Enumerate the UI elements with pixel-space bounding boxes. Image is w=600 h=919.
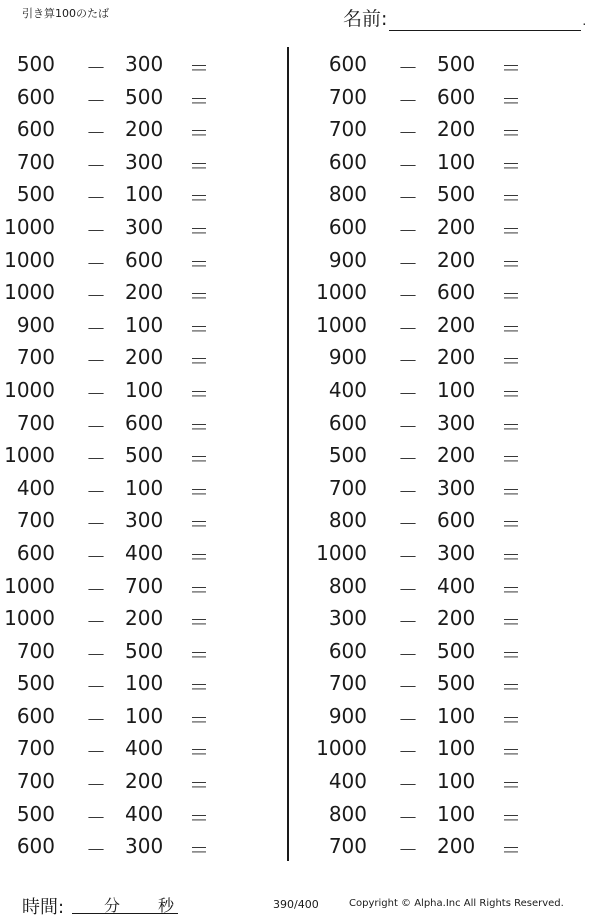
equals-sign: ＝ — [501, 153, 521, 178]
equals-sign: ＝ — [189, 707, 209, 732]
equals-sign: ＝ — [189, 838, 209, 863]
subtrahend: 300 — [125, 834, 164, 859]
problem-row — [0, 308, 280, 341]
equals-sign: ＝ — [501, 479, 521, 504]
equals-sign: ＝ — [189, 56, 209, 80]
minus-sign: － — [86, 251, 106, 276]
minus-sign: － — [398, 186, 418, 211]
equals-sign: ＝ — [501, 218, 521, 243]
subtrahend: 100 — [125, 671, 164, 696]
subtrahend: 200 — [437, 443, 476, 468]
equals-sign: ＝ — [501, 805, 521, 830]
minuend: 700 — [16, 508, 55, 533]
minuend: 300 — [328, 606, 367, 631]
minuend: 1000 — [4, 214, 55, 239]
minuend: 1000 — [4, 247, 55, 272]
minus-sign: － — [398, 740, 418, 765]
equals-sign: ＝ — [189, 414, 209, 439]
minuend: 700 — [328, 671, 367, 696]
subtrahend: 600 — [125, 247, 164, 272]
problem-row — [0, 829, 280, 862]
problem-row — [312, 829, 592, 862]
minuend: 600 — [16, 540, 55, 565]
subtrahend: 400 — [437, 573, 476, 598]
minus-sign: － — [398, 88, 418, 113]
subtrahend: 200 — [125, 769, 164, 794]
problem-row — [0, 340, 280, 373]
problem-row — [312, 731, 592, 764]
equals-sign: ＝ — [189, 316, 209, 341]
minuend: 800 — [328, 182, 367, 207]
problem-row — [0, 47, 280, 80]
minuend: 700 — [16, 736, 55, 761]
minuend: 700 — [16, 345, 55, 370]
minuend: 600 — [16, 703, 55, 728]
equals-sign: ＝ — [501, 186, 521, 211]
equals-sign: ＝ — [189, 610, 209, 635]
minus-sign: － — [86, 740, 106, 765]
problem-row — [0, 80, 280, 113]
subtrahend: 100 — [437, 377, 476, 402]
subtrahend: 200 — [437, 117, 476, 142]
equals-sign: ＝ — [189, 447, 209, 472]
minuend: 800 — [328, 801, 367, 826]
subtrahend: 200 — [437, 345, 476, 370]
equals-sign: ＝ — [189, 740, 209, 765]
subtrahend: 500 — [125, 84, 164, 109]
problem-row — [0, 797, 280, 830]
problem-row — [312, 438, 592, 471]
minuend: 700 — [328, 84, 367, 109]
equals-sign: ＝ — [189, 186, 209, 211]
subtrahend: 100 — [437, 703, 476, 728]
footer — [0, 893, 600, 917]
minus-sign: － — [398, 773, 418, 798]
minus-sign: － — [398, 707, 418, 732]
minuend: 600 — [16, 117, 55, 142]
problem-row — [0, 569, 280, 602]
subtrahend: 300 — [125, 149, 164, 174]
subtrahend: 600 — [437, 280, 476, 305]
problem-row — [312, 634, 592, 667]
minuend: 700 — [16, 410, 55, 435]
problem-row — [312, 699, 592, 732]
minuend: 700 — [328, 475, 367, 500]
minus-sign: － — [86, 610, 106, 635]
minus-sign: － — [86, 773, 106, 798]
minuend: 700 — [16, 769, 55, 794]
minuend: 800 — [328, 508, 367, 533]
equals-sign: ＝ — [501, 316, 521, 341]
problem-row — [0, 536, 280, 569]
problem-row — [0, 731, 280, 764]
minus-sign: － — [398, 838, 418, 863]
subtrahend: 500 — [125, 638, 164, 663]
minuend: 1000 — [316, 736, 367, 761]
equals-sign: ＝ — [189, 512, 209, 537]
problem-row — [0, 634, 280, 667]
minus-sign: － — [398, 447, 418, 472]
problem-row — [0, 112, 280, 145]
minutes-label: 分 — [104, 896, 121, 915]
subtrahend: 100 — [125, 475, 164, 500]
subtrahend: 500 — [437, 671, 476, 696]
problem-row — [0, 471, 280, 504]
problem-row — [312, 569, 592, 602]
minus-sign: － — [398, 56, 418, 80]
problem-row — [0, 210, 280, 243]
problem-row — [312, 373, 592, 406]
subtrahend: 100 — [125, 703, 164, 728]
minus-sign: － — [398, 544, 418, 569]
subtrahend: 100 — [125, 182, 164, 207]
minuend: 600 — [328, 410, 367, 435]
column-divider — [287, 47, 289, 861]
seconds-label: 秒 — [158, 896, 175, 915]
problem-row — [0, 764, 280, 797]
minus-sign: － — [86, 577, 106, 602]
minuend: 600 — [16, 84, 55, 109]
problem-row — [312, 47, 592, 80]
problem-row — [0, 145, 280, 178]
problem-row — [312, 340, 592, 373]
equals-sign: ＝ — [501, 577, 521, 602]
minuend: 600 — [328, 638, 367, 663]
minuend: 1000 — [4, 280, 55, 305]
minuend: 600 — [16, 834, 55, 859]
equals-sign: ＝ — [501, 544, 521, 569]
minuend: 700 — [328, 117, 367, 142]
minuend: 900 — [328, 247, 367, 272]
problem-row — [312, 308, 592, 341]
subtrahend: 400 — [125, 801, 164, 826]
subtrahend: 200 — [437, 312, 476, 337]
problem-row — [312, 112, 592, 145]
name-label: 名前: — [343, 8, 388, 30]
equals-sign: ＝ — [189, 88, 209, 113]
minuend: 400 — [16, 475, 55, 500]
subtrahend: 200 — [125, 280, 164, 305]
minus-sign: － — [398, 153, 418, 178]
minuend: 500 — [16, 52, 55, 76]
equals-sign: ＝ — [501, 251, 521, 276]
subtrahend: 100 — [437, 736, 476, 761]
equals-sign: ＝ — [189, 121, 209, 146]
subtrahend: 300 — [125, 214, 164, 239]
equals-sign: ＝ — [501, 838, 521, 863]
equals-sign: ＝ — [501, 512, 521, 537]
time-entry-line — [72, 893, 178, 914]
equals-sign: ＝ — [501, 381, 521, 406]
minuend: 500 — [16, 801, 55, 826]
equals-sign: ＝ — [501, 284, 521, 309]
subtrahend: 100 — [125, 377, 164, 402]
problem-row — [312, 243, 592, 276]
time-label: 時間: — [22, 897, 65, 918]
subtrahend: 600 — [125, 410, 164, 435]
minus-sign: － — [86, 675, 106, 700]
minus-sign: － — [86, 153, 106, 178]
subtrahend: 100 — [437, 149, 476, 174]
minus-sign: － — [398, 284, 418, 309]
problem-row — [0, 438, 280, 471]
minuend: 900 — [328, 345, 367, 370]
equals-sign: ＝ — [189, 251, 209, 276]
problem-row — [0, 503, 280, 536]
minus-sign: － — [398, 512, 418, 537]
equals-sign: ＝ — [501, 675, 521, 700]
minuend: 500 — [16, 182, 55, 207]
minuend: 500 — [328, 443, 367, 468]
equals-sign: ＝ — [189, 773, 209, 798]
minus-sign: － — [398, 414, 418, 439]
problem-row — [312, 503, 592, 536]
minuend: 700 — [16, 638, 55, 663]
minuend: 600 — [328, 149, 367, 174]
equals-sign: ＝ — [189, 642, 209, 667]
page-counter: 390/400 — [273, 898, 319, 911]
minus-sign: － — [86, 479, 106, 504]
equals-sign: ＝ — [189, 218, 209, 243]
equals-sign: ＝ — [189, 544, 209, 569]
problem-row — [312, 210, 592, 243]
subtrahend: 300 — [125, 508, 164, 533]
subtrahend: 100 — [437, 801, 476, 826]
problem-row — [312, 601, 592, 634]
equals-sign: ＝ — [189, 349, 209, 374]
problem-row — [312, 80, 592, 113]
minus-sign: － — [86, 414, 106, 439]
problem-row — [312, 177, 592, 210]
minus-sign: － — [398, 479, 418, 504]
problem-row — [0, 699, 280, 732]
minus-sign: － — [86, 121, 106, 146]
minus-sign: － — [398, 577, 418, 602]
minuend: 1000 — [4, 573, 55, 598]
problem-row — [312, 764, 592, 797]
subtrahend: 300 — [437, 410, 476, 435]
minuend: 800 — [328, 573, 367, 598]
subtrahend: 200 — [437, 834, 476, 859]
minus-sign: － — [86, 349, 106, 374]
minus-sign: － — [398, 805, 418, 830]
problem-row — [312, 797, 592, 830]
problem-row — [0, 373, 280, 406]
minuend: 700 — [16, 149, 55, 174]
equals-sign: ＝ — [189, 805, 209, 830]
name-blank-line — [389, 10, 581, 31]
copyright-text: Copyright © Alpha.Inc All Rights Reserved. — [349, 898, 564, 909]
equals-sign: ＝ — [189, 479, 209, 504]
problem-row — [312, 145, 592, 178]
equals-sign: ＝ — [501, 740, 521, 765]
problem-row — [0, 601, 280, 634]
minus-sign: － — [86, 88, 106, 113]
subtrahend: 200 — [125, 606, 164, 631]
problem-row — [0, 666, 280, 699]
minus-sign: － — [398, 316, 418, 341]
problem-row — [312, 536, 592, 569]
minuend: 1000 — [316, 312, 367, 337]
subtrahend: 500 — [437, 182, 476, 207]
minuend: 500 — [16, 671, 55, 696]
minus-sign: － — [398, 642, 418, 667]
equals-sign: ＝ — [501, 414, 521, 439]
subtrahend: 400 — [125, 540, 164, 565]
equals-sign: ＝ — [501, 121, 521, 146]
equals-sign: ＝ — [189, 153, 209, 178]
name-field — [343, 4, 586, 31]
minuend: 400 — [328, 769, 367, 794]
equals-sign: ＝ — [501, 88, 521, 113]
subtrahend: 200 — [437, 214, 476, 239]
subtrahend: 500 — [437, 638, 476, 663]
left-problem-column — [0, 47, 280, 862]
problem-row — [0, 406, 280, 439]
subtrahend: 100 — [125, 312, 164, 337]
subtrahend: 100 — [437, 769, 476, 794]
subtrahend: 400 — [125, 736, 164, 761]
problem-row — [312, 275, 592, 308]
problem-row — [312, 666, 592, 699]
minus-sign: － — [86, 805, 106, 830]
subtrahend: 200 — [437, 247, 476, 272]
minus-sign: － — [86, 284, 106, 309]
minus-sign: － — [398, 381, 418, 406]
minuend: 1000 — [4, 443, 55, 468]
minuend: 1000 — [4, 377, 55, 402]
minus-sign: － — [86, 218, 106, 243]
subtrahend: 600 — [437, 84, 476, 109]
problem-row — [312, 471, 592, 504]
subtrahend: 600 — [437, 508, 476, 533]
minus-sign: － — [398, 251, 418, 276]
minus-sign: － — [86, 381, 106, 406]
minus-sign: － — [86, 838, 106, 863]
subtrahend: 500 — [437, 52, 476, 76]
problem-row — [0, 177, 280, 210]
minus-sign: － — [86, 56, 106, 80]
minus-sign: － — [398, 610, 418, 635]
equals-sign: ＝ — [501, 610, 521, 635]
equals-sign: ＝ — [501, 773, 521, 798]
equals-sign: ＝ — [189, 675, 209, 700]
right-problem-column — [312, 47, 592, 862]
subtrahend: 500 — [125, 443, 164, 468]
subtrahend: 300 — [125, 52, 164, 76]
subtrahend: 700 — [125, 573, 164, 598]
minus-sign: － — [86, 642, 106, 667]
equals-sign: ＝ — [189, 577, 209, 602]
equals-sign: ＝ — [501, 56, 521, 80]
equals-sign: ＝ — [501, 707, 521, 732]
equals-sign: ＝ — [501, 349, 521, 374]
problem-row — [0, 275, 280, 308]
minus-sign: － — [86, 512, 106, 537]
minus-sign: － — [86, 316, 106, 341]
minuend: 600 — [328, 52, 367, 76]
equals-sign: ＝ — [501, 642, 521, 667]
problem-row — [312, 406, 592, 439]
minus-sign: － — [398, 121, 418, 146]
subtrahend: 300 — [437, 475, 476, 500]
name-end-dot: . — [582, 14, 587, 28]
minus-sign: － — [398, 218, 418, 243]
subtrahend: 200 — [437, 606, 476, 631]
minuend: 900 — [16, 312, 55, 337]
subtrahend: 300 — [437, 540, 476, 565]
minus-sign: － — [398, 675, 418, 700]
minuend: 400 — [328, 377, 367, 402]
minus-sign: － — [86, 186, 106, 211]
equals-sign: ＝ — [189, 284, 209, 309]
minuend: 1000 — [4, 606, 55, 631]
minus-sign: － — [86, 544, 106, 569]
equals-sign: ＝ — [501, 447, 521, 472]
minuend: 1000 — [316, 280, 367, 305]
minuend: 1000 — [316, 540, 367, 565]
problem-row — [0, 243, 280, 276]
minus-sign: － — [86, 707, 106, 732]
minuend: 900 — [328, 703, 367, 728]
worksheet-title: 引き算100のたば — [22, 7, 109, 20]
minus-sign: － — [86, 447, 106, 472]
equals-sign: ＝ — [189, 381, 209, 406]
minus-sign: － — [398, 349, 418, 374]
subtrahend: 200 — [125, 345, 164, 370]
subtrahend: 200 — [125, 117, 164, 142]
minuend: 600 — [328, 214, 367, 239]
minuend: 700 — [328, 834, 367, 859]
